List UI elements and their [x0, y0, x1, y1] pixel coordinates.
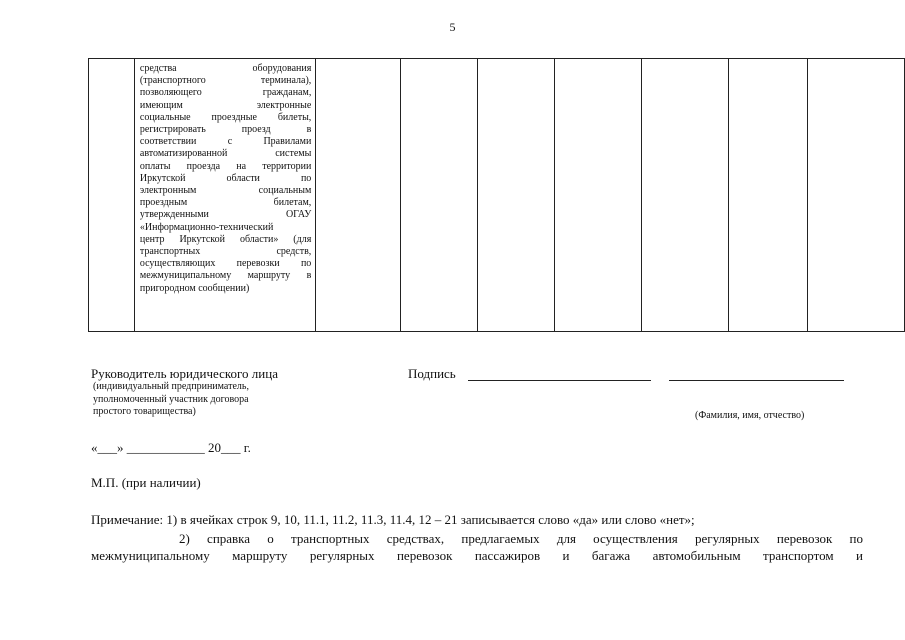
page-number: 5 [449, 20, 456, 34]
cell-text-line: межмуниципальному маршруту в [139, 270, 312, 282]
cell-text-line: (транспортного терминала), [139, 75, 312, 87]
cell-text-line: проездным билетам, [139, 197, 312, 209]
cell-text-line: оплаты проезда на территории [139, 160, 312, 172]
table-cell-number [89, 59, 135, 332]
cell-text-line: имеющим электронные [139, 99, 312, 111]
cell-text-line: социальные проездные билеты, [139, 111, 312, 123]
cell-text-line: центр Иркутской области» (для [139, 233, 312, 245]
head-of-entity-note [93, 381, 249, 419]
form-table [88, 58, 905, 332]
table-row [89, 59, 905, 332]
cell-text-line: позволяющего гражданам, [139, 87, 312, 99]
table-cell-value [807, 59, 904, 332]
table-cell-value [728, 59, 807, 332]
signature-label: Подпись [408, 366, 456, 381]
head-of-entity-label: Руководитель юридического лица [91, 366, 278, 381]
note-line-3: межмуниципальному маршруту регулярных перевозок пассажиров и багажа автомобильным транспортом и [91, 548, 863, 563]
note-line-2-text: 2) справка о транспортных средствах, предлагаемых для осуществления регулярных перевозок по [179, 531, 863, 546]
full-name-line [669, 380, 844, 381]
cell-text-line: осуществляющих перевозки по [139, 258, 312, 270]
cell-text-line: пригородном сообщении) [139, 282, 250, 294]
head-note-line: простого товарищества) [93, 406, 196, 417]
full-name-label: (Фамилия, имя, отчество) [695, 410, 805, 421]
table-cell-value [316, 59, 400, 332]
cell-text-line: электронным социальным [139, 185, 312, 197]
cell-text-line: автоматизированной системы [139, 148, 312, 160]
cell-text-line: «Информационно-технический [139, 221, 274, 233]
cell-text-line: Иркутской области по [139, 172, 312, 184]
cell-text-line: средства оборудования [139, 63, 312, 74]
table-cell-value [641, 59, 728, 332]
table-cell-value [400, 59, 477, 332]
table-cell-value [477, 59, 554, 332]
cell-text-line: соответствии с Правилами [139, 136, 312, 148]
table-cell-description [134, 59, 315, 332]
cell-text-line: транспортных средств, [139, 246, 312, 258]
cell-text-line: утвержденными ОГАУ [139, 209, 312, 221]
note-line-2 [91, 530, 863, 547]
note-line-1: Примечание: 1) в ячейках строк 9, 10, 11.1, 11.2, 11.3, 11.4, 12 – 21 записывается слово «да» или слово «нет»; [91, 512, 695, 527]
signature-line [468, 380, 651, 381]
head-note-line: уполномоченный участник договора [93, 393, 249, 405]
cell-text-line: регистрировать проезд в [139, 124, 312, 136]
head-note-line: (индивидуальный предприниматель, [93, 381, 249, 392]
seal-label: М.П. (при наличии) [91, 475, 201, 490]
date-line: «___» ____________ 20___ г. [91, 440, 251, 455]
table-cell-value [554, 59, 641, 332]
